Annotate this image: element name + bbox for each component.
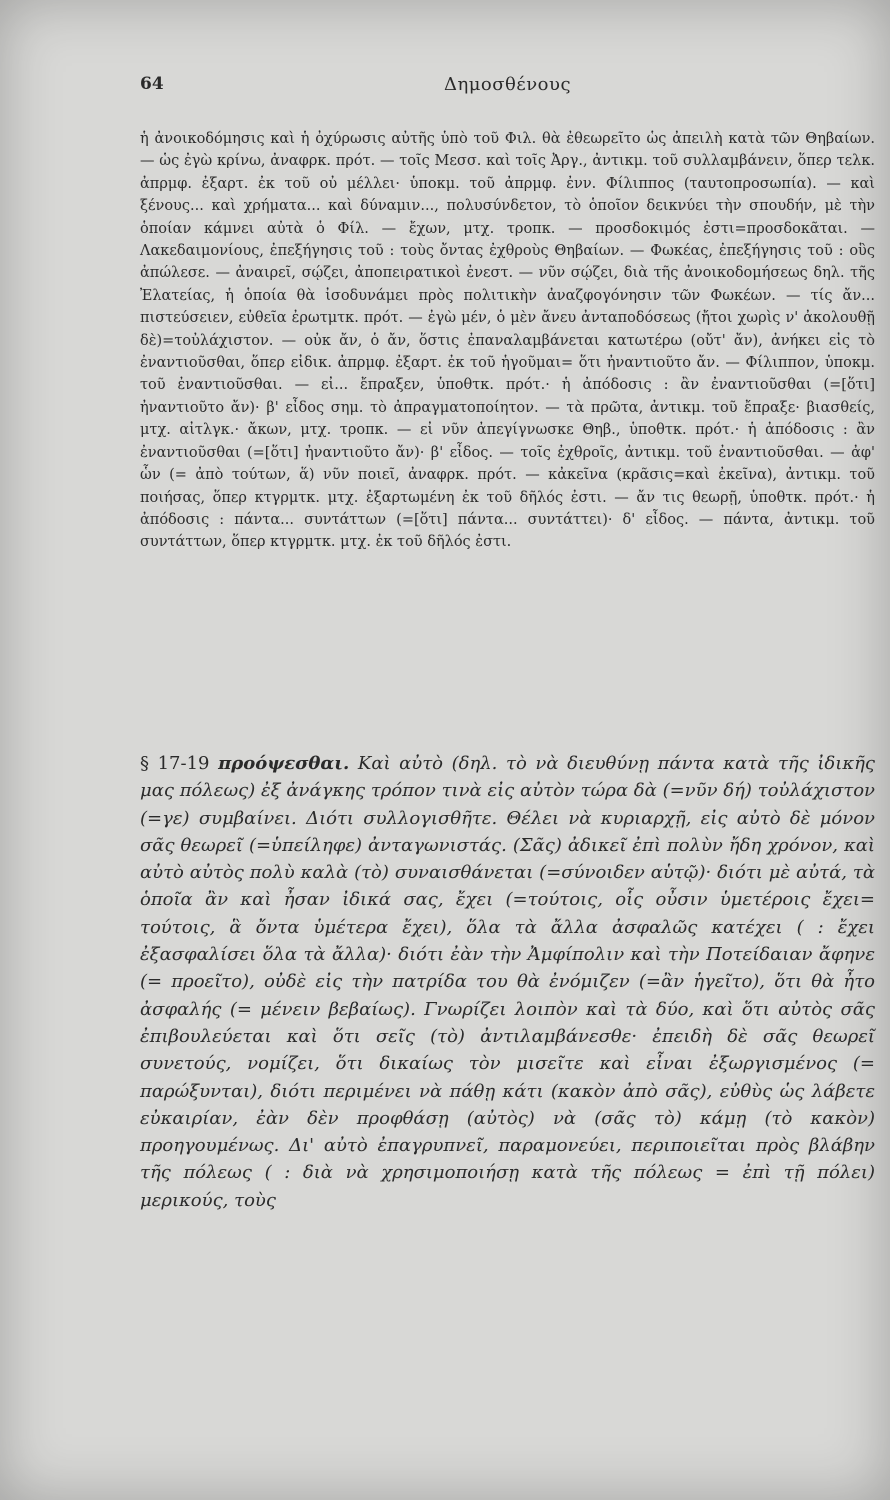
section-paragraph [140,750,875,1214]
commentary-notes [140,128,875,554]
section-number: § 17-19 [140,753,210,774]
section-text: Καὶ αὐτὸ (δηλ. τὸ νὰ διευθύνῃ πάντα κατὰ τῆς ἰδικῆς μας πόλεως) ἐξ ἀνάγκης τρόπον τινὰ εἰς αὐτὸν τώρα δὰ (=νῦν δή) τοὐλάχιστον (=γε) συμβαίνει. Διότι συλλογισθῆτε. Θέλει νὰ κυριαρχῇ, εἰς αὐτὸ δὲ μόνον σᾶς θεωρεῖ (=ὑπείληφε) ἀνταγωνιστάς. (Σᾶς) ἀδικεῖ ἐπὶ πολὺν ἤδη χρόνον, καὶ αὐτὸ αὐτὸς πολὺ καλὰ (τὸ) συναισθάνεται (=σύνοιδεν αὑτῷ)· διότι μὲ αὐτά, τὰ ὁποῖα ἂν καὶ ἦσαν ἰδικά σας, ἔχει (=τούτοις, οἷς οὖσιν ὑμετέροις ἔχει= τούτοις, ἃ ὄντα ὑμέτερα ἔχει), ὅλα τὰ ἄλλα ἀσφαλῶς κατέχει ( : ἔχει ἐξασφαλίσει ὅλα τὰ ἄλλα)· διότι ἐὰν τὴν Ἀμφίπολιν καὶ τὴν Ποτείδαιαν ἄφηνε (= προεῖτο), οὐδὲ εἰς τὴν πατρίδα του θὰ ἐνόμιζεν (=ἂν ἡγεῖτο), ὅτι θὰ ἦτο ἀσφαλής (= μένειν βεβαίως). Γνωρίζει λοιπὸν καὶ τὰ δύο, καὶ ὅτι αὐτὸς σᾶς ἐπιβουλεύεται καὶ ὅτι σεῖς (τὸ) ἀντιλαμβάνεσθε· ἐπειδὴ δὲ σᾶς θεωρεῖ συνετούς, νομίζει, ὅτι δικαίως τὸν μισεῖτε καὶ εἶναι ἐξωργισμένος (= παρώξυνται), διότι περιμένει νὰ πάθῃ κάτι (κακὸν ἀπὸ σᾶς), εὐθὺς ὡς λάβετε εὐκαιρίαν, ἐὰν δὲν προφθάσῃ (αὐτὸς) νὰ (σᾶς τὸ) κάμῃ (τὸ κακὸν) προηγουμένως. Δι' αὐτὸ ἐπαγρυπνεῖ, παραμονεύει, περιποιεῖται πρὸς βλάβην τῆς πόλεως ( : διὰ νὰ χρησιμοποιήσῃ κατὰ τῆς πόλεως = ἐπὶ τῇ πόλει) μερικούς, τοὺς [140,753,875,1211]
page-number: 64 [140,74,164,94]
translation-section [140,750,875,1214]
commentary-paragraph: ἡ ἀνοικοδόμησις καὶ ἡ ὀχύρωσις αὐτῆς ὑπὸ τοῦ Φιλ. θὰ ἐθεωρεῖτο ὡς ἀπειλὴ κατὰ τῶν Θηβαίων. — ὡς ἐγὼ κρίνω, ἀναφρκ. πρότ. — τοῖς Μεσσ. καὶ τοῖς Ἀργ., ἀντικμ. τοῦ συλλαμβάνειν, ὅπερ τελκ. ἀπρμφ. ἐξαρτ. ἐκ τοῦ οὐ μέλλει· ὑποκμ. τοῦ ἀπρμφ. ἐνν. Φίλιππος (ταυτοπροσωπία). — καὶ ξένους... καὶ χρήματα... καὶ δύναμιν..., πολυσύνδετον, τὸ ὁποῖον δεικνύει τὴν σπουδήν, μὲ τὴν ὁποίαν κάμνει αὐτὰ ὁ Φίλ. — ἔχων, μτχ. τροπκ. — προσδοκιμός ἐστι=προσδοκᾶται. — Λακεδαιμονίους, ἐπεξήγησις τοῦ : τοὺς ὄντας ἐχθροὺς Θηβαίων. — Φωκέας, ἐπεξήγησις τοῦ : οὓς ἀπώλεσε. — ἀναιρεῖ, σῴζει, ἀποπειρατικοὶ ἐνεστ. — νῦν σῴζει, διὰ τῆς ἀνοικοδομήσεως δηλ. τῆς Ἐλατείας, ἡ ὁποία θὰ ἰσοδυνάμει πρὸς πολιτικὴν ἀναζφογόνησιν τῶν Φωκέων. — τίς ἄν... πιστεύσειεν, εὐθεῖα ἐρωτμτκ. πρότ. — ἐγὼ μέν, ὁ μὲν ἄνευ ἀνταποδόσεως (ἤτοι χωρὶς ν' ἀκολουθῇ δὲ)=τοὐλάχιστον. — οὐκ ἄν, ὁ ἄν, ὅστις ἐπαναλαμβάνεται κατωτέρω (οὔτ' ἄν), ἀνήκει εἰς τὸ ἐναντιοῦσθαι, ὅπερ εἰδικ. ἀπρμφ. ἐξαρτ. ἐκ τοῦ ἡγοῦμαι= ὅτι ἠναντιοῦτο ἄν. — Φίλιππον, ὑποκμ. τοῦ ἐναντιοῦσθαι. — εἰ... ἔπραξεν, ὑποθτκ. πρότ.· ἡ ἀπόδοσις : ἂν ἐναντιοῦσθαι (=[ὅτι] ἠναντιοῦτο ἄν)· β' εἶδος σημ. τὸ ἀπραγματοποίητον. — τὰ πρῶτα, ἀντικμ. τοῦ ἔπραξε· βιασθείς, μτχ. αἰτλγκ.· ἄκων, μτχ. τροπκ. — εἰ νῦν ἀπεγίγνωσκε Θηβ., ὑποθτκ. πρότ.· ἡ ἀπόδοσις : ἂν ἐναντιοῦσθαι (=[ὅτι] ἠναντιοῦτο ἄν)· β' εἶδος. — τοῖς ἐχθροῖς, ἀντικμ. τοῦ ἐναντιοῦσθαι. — ἀφ' ὧν (= ἀπὸ τούτων, ἅ) νῦν ποιεῖ, ἀναφρκ. πρότ. — κἀκεῖνα (κρᾶσις=καὶ ἐκεῖνα), ἀντικμ. τοῦ ποιήσας, ὅπερ κτγρμτκ. μτχ. ἐξαρτωμένη ἐκ τοῦ δῆλός ἐστι. — ἄν τις θεωρῇ, ὑποθτκ. πρότ.· ἡ ἀπόδοσις : πάντα... συντάττων (=[ὅτι] πάντα... συντάττει)· δ' εἶδος. — πάντα, ἀντικμ. τοῦ συντάττων, ὅπερ κτγρμτκ. μτχ. ἐκ τοῦ δῆλός ἐστι. [140,131,875,551]
section-lemma: προόψεσθαι. [218,753,350,774]
running-head [140,74,875,98]
running-title: Δημοσθένους [443,74,572,95]
